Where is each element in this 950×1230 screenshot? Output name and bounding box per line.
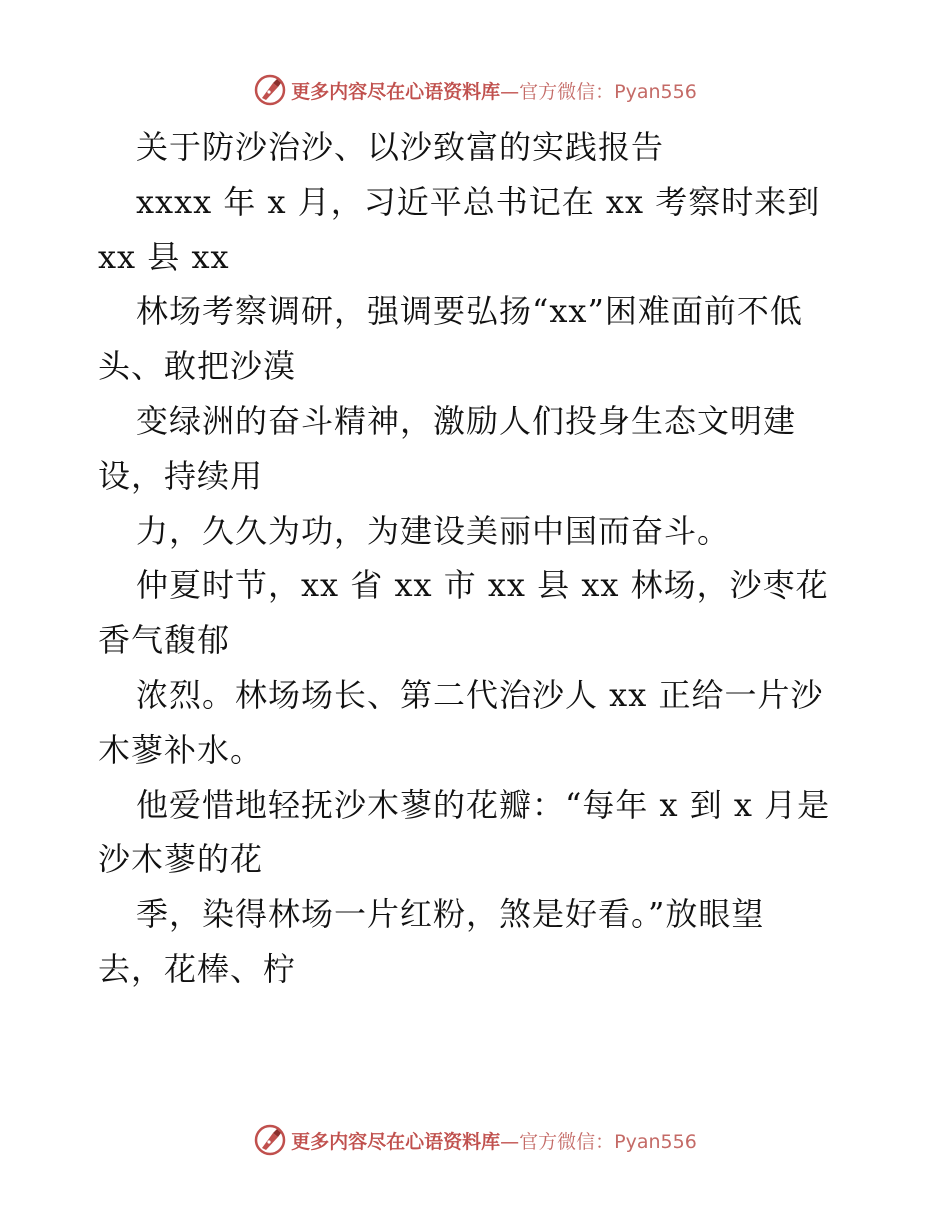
paragraph-line: 香气馥郁 — [98, 621, 231, 660]
paragraph-line: 力，久久为功，为建设美丽中国而奋斗。 — [136, 511, 731, 550]
paragraph-line: 仲夏时节，xx 省 xx 市 xx 县 xx 林场，沙枣花 — [136, 566, 829, 605]
paragraph-line: 去，花棒、柠 — [98, 949, 297, 988]
banner-text: 更多内容尽在心语资料库—官方微信：Pyan556 — [291, 1130, 697, 1153]
paragraph-line: 头、敢把沙漠 — [98, 347, 297, 386]
paragraph-line: 林场考察调研，强调要弘扬“xx”困难面前不低 — [136, 292, 803, 331]
banner-text: 更多内容尽在心语资料库—官方微信：Pyan556 — [291, 80, 697, 103]
paragraph-line: xx 县 xx — [98, 237, 230, 276]
paragraph-line: 木蓼补水。 — [98, 730, 264, 769]
paragraph-line: 浓烈。林场场长、第二代治沙人 xx 正给一片沙 — [136, 675, 824, 714]
pen-nib-logo-icon — [253, 1123, 287, 1157]
paragraph-line: 季，染得林场一片红粉，煞是好看。”放眼望 — [136, 895, 765, 934]
paragraph-line: 设，持续用 — [98, 456, 264, 495]
pen-nib-logo-icon — [253, 73, 287, 107]
paragraph-line: xxxx 年 x 月，习近平总书记在 xx 考察时来到 — [136, 182, 821, 221]
footer-banner — [0, 1120, 950, 1160]
paragraph-line: 沙木蓼的花 — [98, 840, 264, 879]
paragraph-line: 他爱惜地轻抚沙木蓼的花瓣：“每年 x 到 x 月是 — [136, 785, 831, 824]
document-body — [98, 120, 858, 997]
paragraph-line: 变绿洲的奋斗精神，激励人们投身生态文明建 — [136, 401, 797, 440]
header-banner — [0, 70, 950, 110]
document-title: 关于防沙治沙、以沙致富的实践报告 — [136, 128, 665, 166]
